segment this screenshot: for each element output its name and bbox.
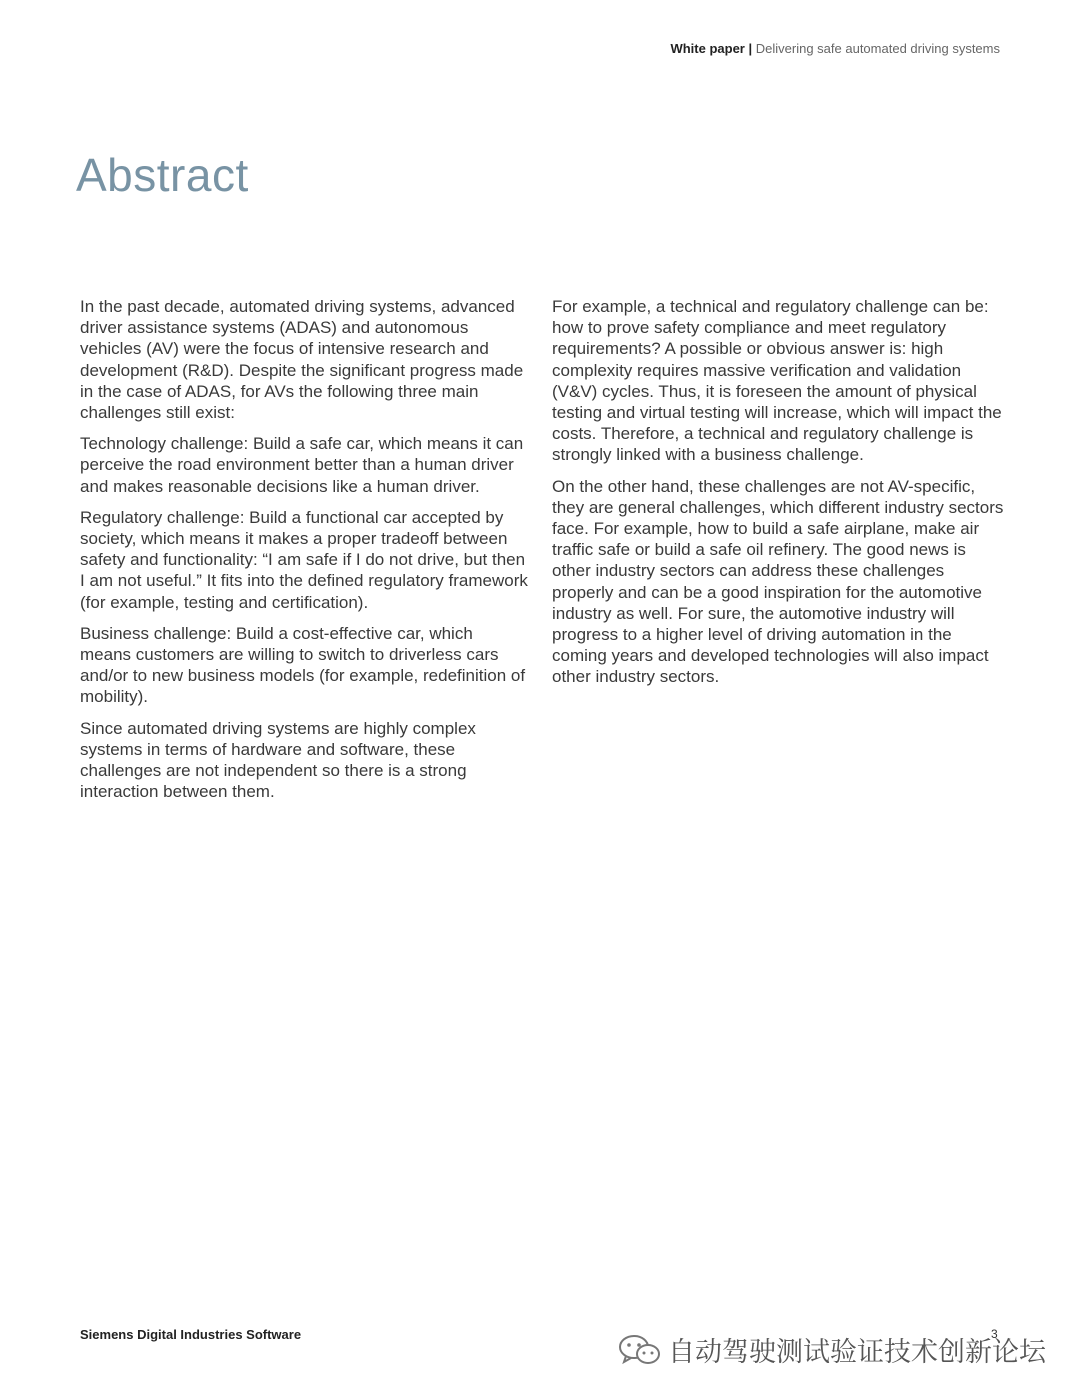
document-title: Delivering safe automated driving systems <box>755 41 1000 56</box>
page-title: Abstract <box>76 149 249 201</box>
paragraph-other-industries: On the other hand, these challenges are not AV-specific, they are general challenges, which different industry sectors face. For example, how to build a safe airplane, make air traffic safe or build a safe oil refinery. The good news is other industry sectors can address these challenges properly and can be a good inspiration for the automotive industry as well. For sure, the automotive industry will progress to a higher level of driving automation in the coming years and developed technologies will also impact other industry sectors. <box>552 476 1004 687</box>
watermark <box>618 1330 1046 1369</box>
header-separator: | <box>748 41 753 56</box>
paragraph-intro: In the past decade, automated driving systems, advanced driver assistance systems (ADAS) and autonomous vehicles (AV) were the focus of intensive research and development (R&D). Despite the significant progress made in the case of ADAS, for AVs the following three main challenges still exist: <box>80 297 524 423</box>
right-column <box>552 296 1004 698</box>
paragraph-technology-challenge: Technology challenge: Build a safe car, which means it can perceive the road environment better than a human driver and makes reasonable decisions like a human driver. <box>80 434 524 496</box>
paragraph-business-challenge: Business challenge: Build a cost-effective car, which means customers are willing to switch to driverless cars and/or to new business models (for example, redefinition of mobility). <box>80 623 526 707</box>
document-type: White paper <box>670 41 745 56</box>
watermark-text: 自动驾驶测试验证技术创新论坛 <box>668 1337 1046 1367</box>
running-header <box>670 41 1000 56</box>
wechat-icon <box>618 1333 662 1367</box>
paragraph-example: For example, a technical and regulatory challenge can be: how to prove safety compliance and meet regulatory requirements? A possible or obvious answer is: high complexity requires massive verification and validation (V&V) cycles. Thus, it is foreseen the amount of physical testing and virtual testing will increase, which will impact the costs. Therefore, a technical and regulatory challenge is strongly linked with a business challenge. <box>552 297 1002 465</box>
left-column <box>80 296 528 812</box>
page-number: 3 <box>991 1327 998 1341</box>
footer-company: Siemens Digital Industries Software <box>80 1327 302 1342</box>
paragraph-regulatory-challenge: Regulatory challenge: Build a functional car accepted by society, which means it makes a proper tradeoff between safety and functionality: “I am safe if I do not drive, but then I am not useful.” It fits into the defined regulatory framework (for example, testing and certification). <box>80 507 528 612</box>
paragraph-interaction: Since automated driving systems are highly complex systems in terms of hardware and software, these challenges are not independent so there is a strong interaction between them. <box>80 718 476 802</box>
